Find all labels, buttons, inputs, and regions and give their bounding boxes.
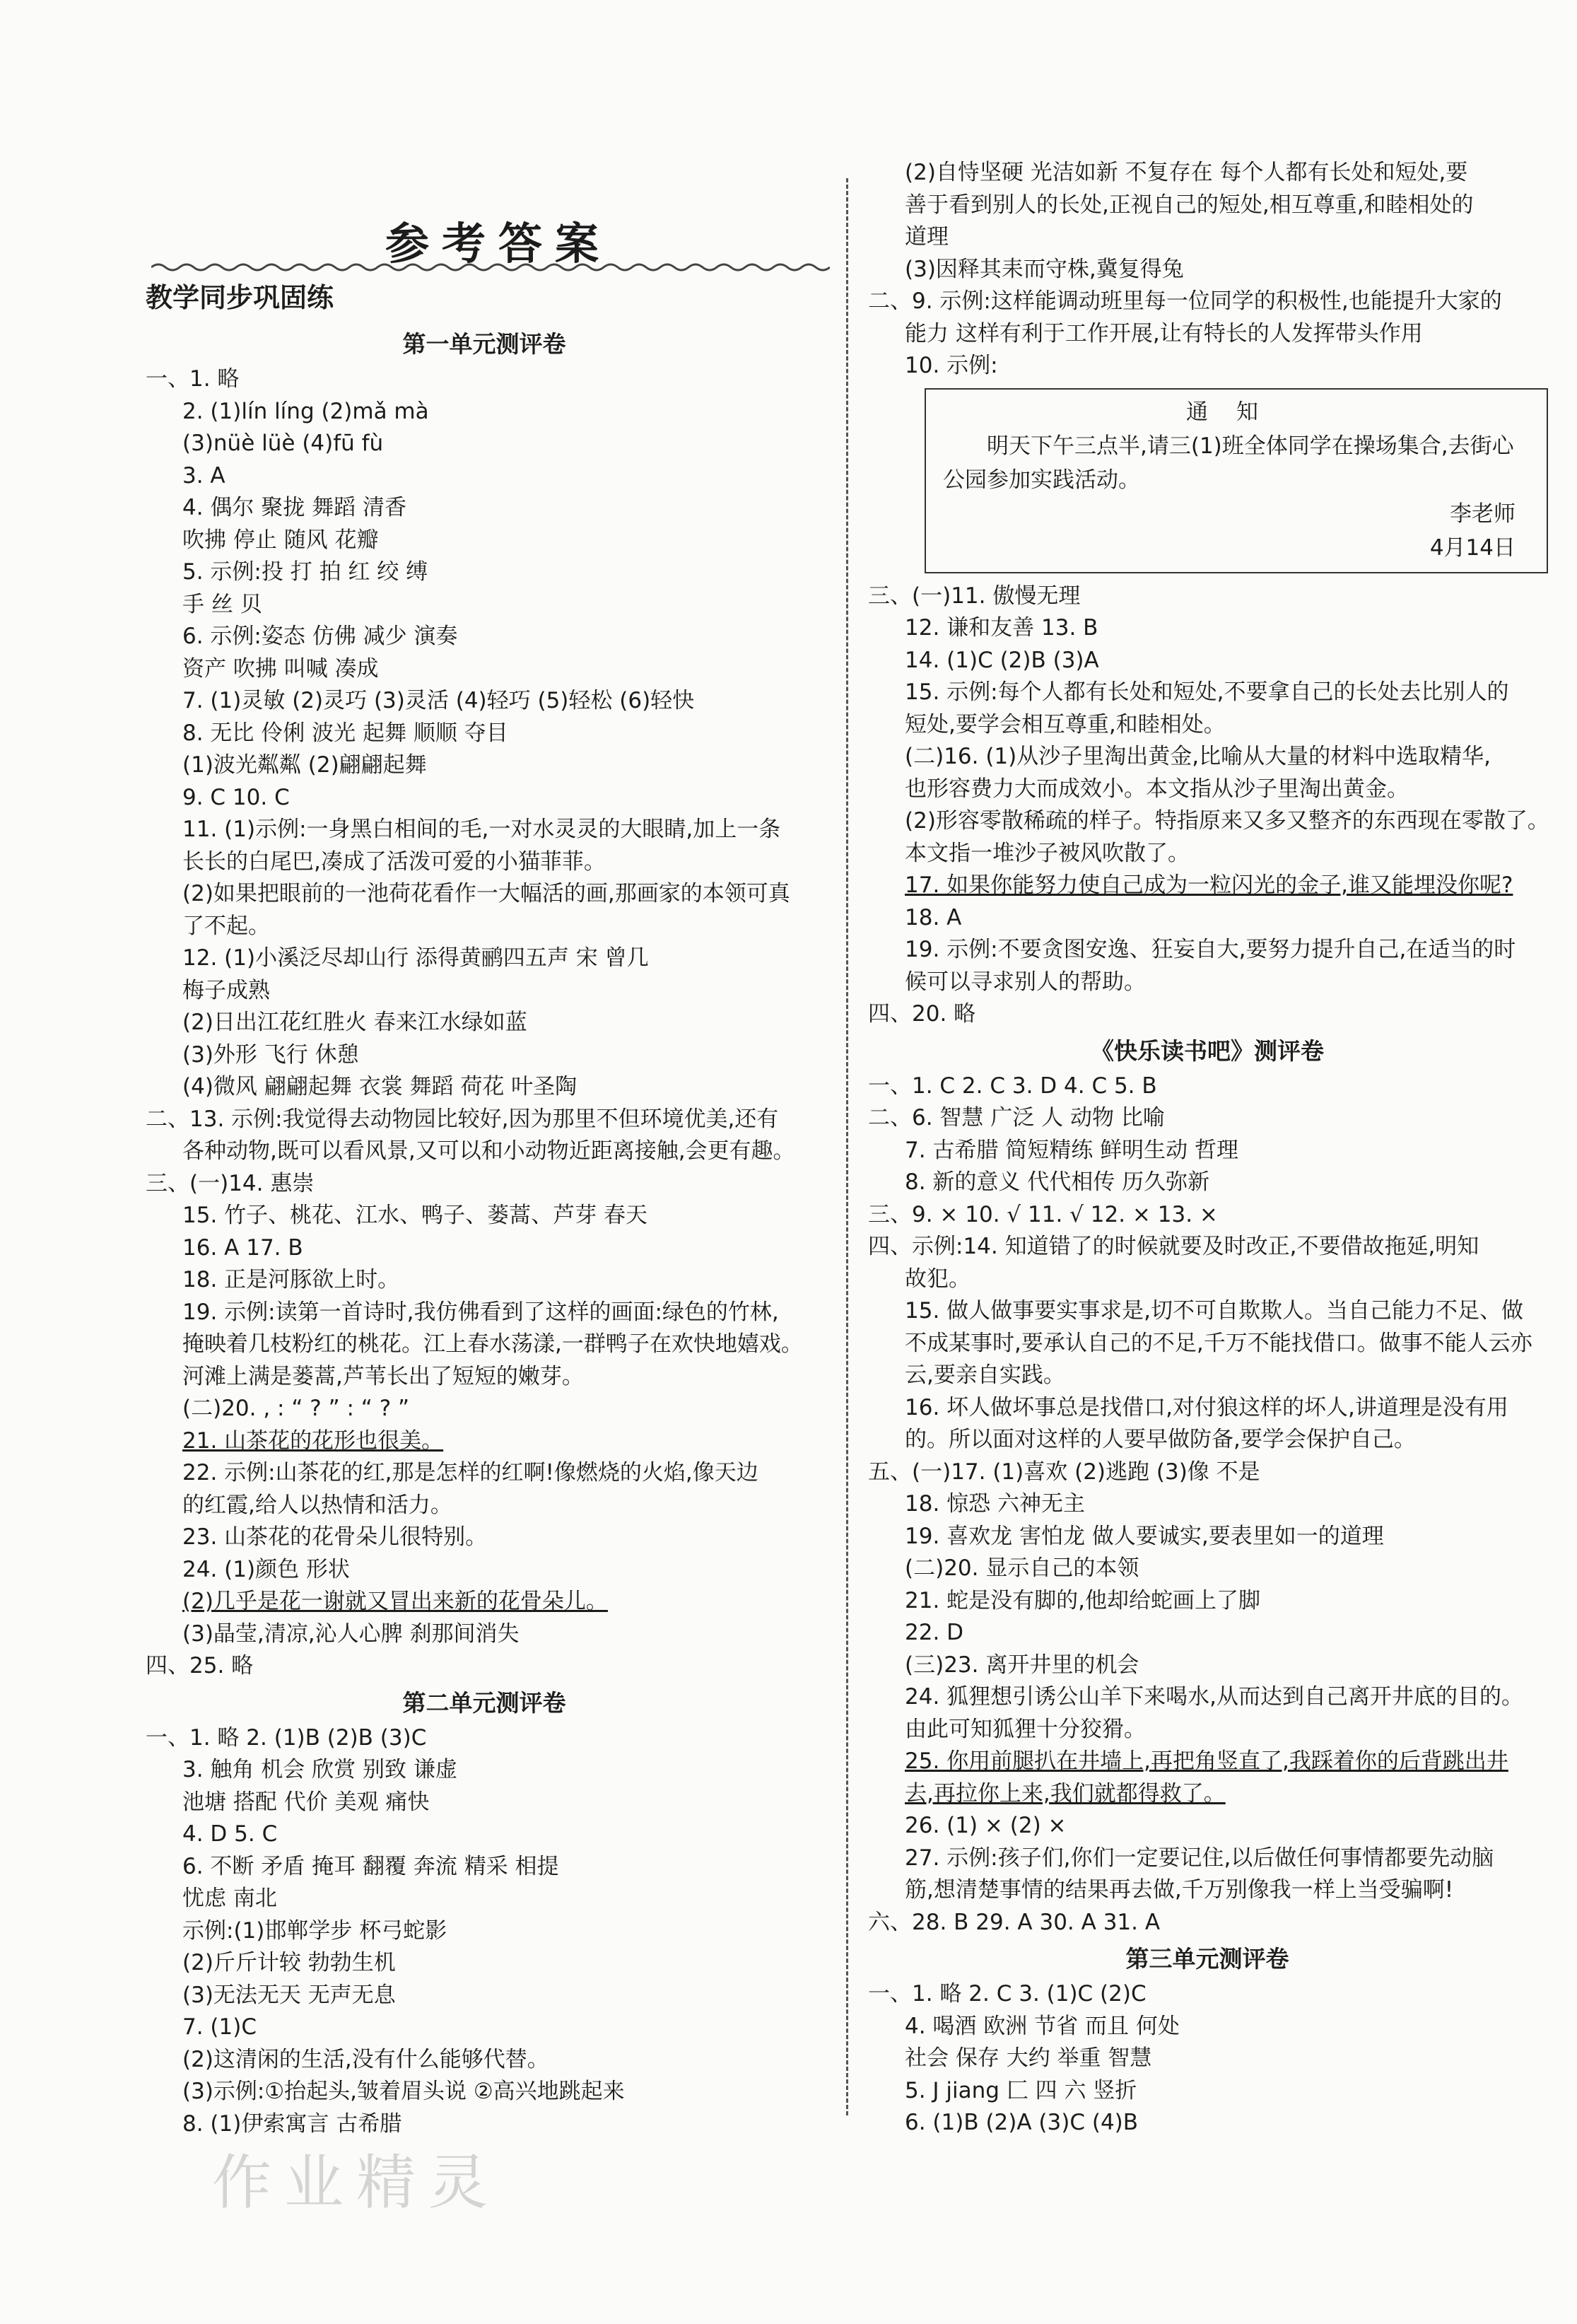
notice-title: 通知 <box>1186 399 1286 425</box>
answer-line: 资产 吹拂 叫喊 凑成 <box>182 655 379 682</box>
answer-line: 12. (1)小溪泛尽却山行 添得黄鹂四五声 宋 曾几 <box>182 945 649 971</box>
answer-line: 16. 坏人做坏事总是找借口,对付狼这样的坏人,讲道理是没有用 <box>905 1394 1508 1420</box>
answer-line: 候可以寻求别人的帮助。 <box>905 969 1146 995</box>
answer-line: 短处,要学会相互尊重,和睦相处。 <box>905 711 1226 737</box>
answer-line: 24. (1)颜色 形状 <box>182 1556 350 1582</box>
right-column <box>868 157 1547 2139</box>
answer-line: 5. 示例:投 打 拍 红 绞 缚 <box>182 559 428 585</box>
answer-line: (2)自恃坚硬 光洁如新 不复存在 每个人都有长处和短处,要 <box>905 160 1468 185</box>
answer-line: 22. 示例:山茶花的红,那是怎样的红啊!像燃烧的火焰,像天边 <box>182 1460 758 1485</box>
answer-line: 2. (1)lín líng (2)mǎ mà <box>182 398 429 424</box>
answer-line: (2)日出江花红胜火 春来江水绿如蓝 <box>182 1010 527 1035</box>
answer-line: 长长的白尾巴,凑成了活泼可爱的小猫菲菲。 <box>182 848 606 875</box>
answer-line: 24. 狐狸想引诱公山羊下来喝水,从而达到自己离开井底的目的。 <box>905 1684 1524 1710</box>
answer-line: 3. A <box>182 462 225 489</box>
answer-line: (3)晶莹,清凉,沁人心脾 刹那间消失 <box>182 1621 520 1647</box>
answer-line: 14. (1)C (2)B (3)A <box>905 647 1099 673</box>
left-column <box>146 324 823 2140</box>
answer-line: 二、9. 示例:这样能调动班里每一位同学的积极性,也能提升大家的 <box>868 288 1502 314</box>
answer-line: 11. (1)示例:一身黑白相间的毛,一对水灵灵的大眼睛,加上一条 <box>182 817 781 842</box>
answer-line: 6. (1)B (2)A (3)C (4)B <box>905 2110 1139 2135</box>
answer-line: (二)20. , : “ ? ” : “ ? ” <box>182 1396 410 1421</box>
answer-line: 12. 谦和友善 13. B <box>905 615 1098 641</box>
answer-line: 筋,想清楚事情的结果再去做,千万别像我一样上当受骗啊! <box>905 1877 1454 1903</box>
answer-line: 河滩上满是蒌蒿,芦苇长出了短短的嫩芽。 <box>182 1363 584 1389</box>
decorative-wave-divider <box>151 262 830 273</box>
answer-line: 4. 喝酒 欧洲 节省 而且 何处 <box>905 2013 1180 2039</box>
answer-line: 25. 你用前腿扒在井墙上,再把角竖直了,我踩着你的后背跳出井 <box>905 1748 1508 1774</box>
answer-line: 由此可知狐狸十分狡猾。 <box>905 1716 1146 1742</box>
answer-line: 19. 喜欢龙 害怕龙 做人要诚实,要表里如一的道理 <box>905 1523 1384 1549</box>
answer-line: 示例:(1)邯郸学步 杯弓蛇影 <box>182 1917 447 1944</box>
answer-line: 6. 示例:姿态 仿佛 减少 演奏 <box>182 624 458 649</box>
answer-line: 6. 不断 矛盾 掩耳 翻覆 奔流 精采 相提 <box>182 1853 559 1879</box>
page-title: 参考答案 <box>385 218 612 269</box>
answer-line: (3)示例:①抬起头,皱着眉头说 ②高兴地跳起来 <box>182 2079 625 2104</box>
answer-line: 7. (1)C <box>182 2014 257 2040</box>
answer-line: (二)16. (1)从沙子里淘出黄金,比喻从大量的材料中选取精华, <box>905 744 1491 769</box>
answer-line: (3)外形 飞行 休憩 <box>182 1041 359 1068</box>
answer-line: (二)20. 显示自己的本领 <box>905 1555 1139 1581</box>
answer-line: 19. 示例:不要贪图安逸、狂妄自大,要努力提升自己,在适当的时 <box>905 937 1516 962</box>
answer-line: 一、1. 略 2. (1)B (2)B (3)C <box>146 1724 427 1751</box>
notice-box <box>925 388 1548 573</box>
watermark-text: 作业精灵 <box>212 2148 501 2217</box>
answer-line: 9. C 10. C <box>182 784 290 810</box>
answer-line: 手 丝 贝 <box>182 591 262 617</box>
answer-line: 21. 山茶花的花形也很美。 <box>182 1427 444 1454</box>
answer-line: 一、1. 略 2. C 3. (1)C (2)C <box>868 1981 1147 2007</box>
notice-date: 4月14日 <box>1429 535 1516 561</box>
answer-line: 4. 偶尔 聚拢 舞蹈 清香 <box>182 495 406 520</box>
answer-line: (1)波光粼粼 (2)翩翩起舞 <box>182 752 427 778</box>
answer-line: 8. (1)伊索寓言 古希腊 <box>182 2110 402 2137</box>
answer-line: 27. 示例:孩子们,你们一定要记住,以后做任何事情都要先动脑 <box>905 1845 1494 1871</box>
answer-line: 三、(一)11. 傲慢无理 <box>868 583 1081 609</box>
unit3-title: 第三单元测评卷 <box>1125 1945 1289 1973</box>
answer-line: 16. A 17. B <box>182 1234 303 1261</box>
answer-line: 梅子成熟 <box>182 977 270 1003</box>
answer-line: 云,要亲自实践。 <box>905 1362 1065 1388</box>
answer-line: 一、1. 略 <box>146 366 240 392</box>
answer-line: 18. 惊恐 六神无主 <box>905 1491 1086 1517</box>
answer-line: (2)形容零散稀疏的样子。特指原来又多又整齐的东西现在零散了。 <box>905 808 1549 834</box>
answer-line: 四、示例:14. 知道错了的时候就要及时改正,不要借故拖延,明知 <box>868 1234 1479 1259</box>
unit2-title: 第二单元测评卷 <box>402 1688 566 1717</box>
answer-line: (3)nüè lüè (4)fū fù <box>182 431 384 456</box>
answer-line: 六、28. B 29. A 30. A 31. A <box>868 1909 1161 1935</box>
answer-line: (三)23. 离开井里的机会 <box>905 1652 1139 1678</box>
answer-line: 22. D <box>905 1620 964 1645</box>
answer-line: 五、(一)17. (1)喜欢 (2)逃跑 (3)像 不是 <box>868 1459 1260 1485</box>
answer-line: 故犯。 <box>905 1266 971 1292</box>
answer-line: 掩映着几枝粉红的桃花。江上春水荡漾,一群鸭子在欢快地嬉戏。 <box>182 1331 803 1357</box>
answer-line: 10. 示例: <box>905 353 998 378</box>
answer-line: (2)斤斤计较 勃勃生机 <box>182 1950 396 1975</box>
answer-line: 4. D 5. C <box>182 1821 278 1847</box>
section-heading: 教学同步巩固练 <box>146 281 334 313</box>
answer-line: 18. A <box>905 904 962 930</box>
answer-line: (2)这清闲的生活,没有什么能够代替。 <box>182 2046 549 2072</box>
answer-line: 一、1. C 2. C 3. D 4. C 5. B <box>868 1073 1157 1099</box>
answer-line: 各种动物,既可以看风景,又可以和小动物近距离接触,会更有趣。 <box>182 1138 795 1164</box>
answer-line: 19. 示例:读第一首诗时,我仿佛看到了这样的画面:绿色的竹林, <box>182 1299 779 1325</box>
answer-line: 23. 山茶花的花骨朵儿很特别。 <box>182 1524 488 1550</box>
answer-line: 21. 蛇是没有脚的,他却给蛇画上了脚 <box>905 1587 1261 1613</box>
answer-line: 了不起。 <box>182 913 270 939</box>
answer-line: (2)几乎是花一谢就又冒出来新的花骨朵儿。 <box>182 1589 608 1614</box>
answer-line: 三、9. × 10. √ 11. √ 12. × 13. × <box>868 1201 1218 1227</box>
answer-line: 5. J jiang 匚 四 六 竖折 <box>905 2077 1137 2103</box>
answer-line: 18. 正是河豚欲上时。 <box>182 1267 400 1292</box>
answer-line: 8. 新的意义 代代相传 历久弥新 <box>905 1169 1210 1195</box>
answer-line: 26. (1) × (2) × <box>905 1813 1067 1838</box>
answer-line: (4)微风 翩翩起舞 衣裳 舞蹈 荷花 叶圣陶 <box>182 1074 578 1099</box>
answer-line: 二、13. 示例:我觉得去动物园比较好,因为那里不但环境优美,还有 <box>146 1106 779 1132</box>
answer-line: 17. 如果你能努力使自己成为一粒闪光的金子,谁又能埋没你呢? <box>905 872 1513 898</box>
answer-line: 去,再拉你上来,我们就都得救了。 <box>905 1780 1226 1806</box>
answer-line: 7. 古希腊 简短精练 鲜明生动 哲理 <box>905 1137 1238 1163</box>
notice-signer: 李老师 <box>1450 501 1516 527</box>
answer-line: 社会 保存 大约 举重 智慧 <box>905 2045 1152 2071</box>
reading-title: 《快乐读书吧》测评卷 <box>1091 1037 1324 1065</box>
column-divider <box>846 178 848 2115</box>
answer-line: 15. 示例:每个人都有长处和短处,不要拿自己的长处去比别人的 <box>905 679 1509 705</box>
answer-line: 道理 <box>905 224 949 250</box>
answer-line: (3)因释其耒而守株,冀复得兔 <box>905 256 1184 282</box>
answer-line: 四、25. 略 <box>146 1653 254 1678</box>
answer-line: 池塘 搭配 代价 美观 痛快 <box>182 1789 430 1815</box>
answer-line: 的红霞,给人以热情和活力。 <box>182 1492 452 1518</box>
answer-line: 二、6. 智慧 广泛 人 动物 比喻 <box>868 1105 1165 1131</box>
answer-line: 本文指一堆沙子被风吹散了。 <box>905 840 1190 866</box>
answer-line: 吹拂 停止 随风 花瓣 <box>182 527 379 553</box>
answer-line: 15. 做人做事要实事求是,切不可自欺欺人。当自己能力不足、做 <box>905 1298 1524 1324</box>
answer-line: 3. 触角 机会 欣赏 别致 谦虚 <box>182 1757 457 1782</box>
answer-line: 忧虑 南北 <box>182 1886 277 1911</box>
answer-line: 三、(一)14. 惠崇 <box>146 1170 315 1196</box>
answer-line: 也形容费力大而成效小。本文指从沙子里淘出黄金。 <box>905 776 1409 802</box>
answer-line: (2)如果把眼前的一池荷花看作一大幅活的画,那画家的本领可真 <box>182 881 790 906</box>
answer-line: 不成某事时,要承认自己的不足,千万不能找借口。做事不能人云亦 <box>905 1330 1532 1356</box>
answer-line: (3)无法无天 无声无息 <box>182 1982 396 2008</box>
answer-line: 能力 这样有利于工作开展,让有特长的人发挥带头作用 <box>905 320 1423 346</box>
answer-line: 7. (1)灵敏 (2)灵巧 (3)灵活 (4)轻巧 (5)轻松 (6)轻快 <box>182 688 695 713</box>
answer-line: 四、20. 略 <box>868 1001 976 1027</box>
answer-line: 8. 无比 伶俐 波光 起舞 顺顺 夺目 <box>182 720 508 746</box>
notice-body: 明天下午三点半,请三(1)班全体同学在操场集合,去街心公园参加实践活动。 <box>943 433 1514 493</box>
answer-line: 的。所以面对这样的人要早做防备,要学会保护自己。 <box>905 1427 1416 1452</box>
answer-line: 善于看到别人的长处,正视自己的短处,相互尊重,和睦相处的 <box>905 192 1474 218</box>
unit1-title: 第一单元测评卷 <box>402 330 566 358</box>
answer-line: 15. 竹子、桃花、江水、鸭子、蒌蒿、芦芽 春天 <box>182 1203 648 1228</box>
